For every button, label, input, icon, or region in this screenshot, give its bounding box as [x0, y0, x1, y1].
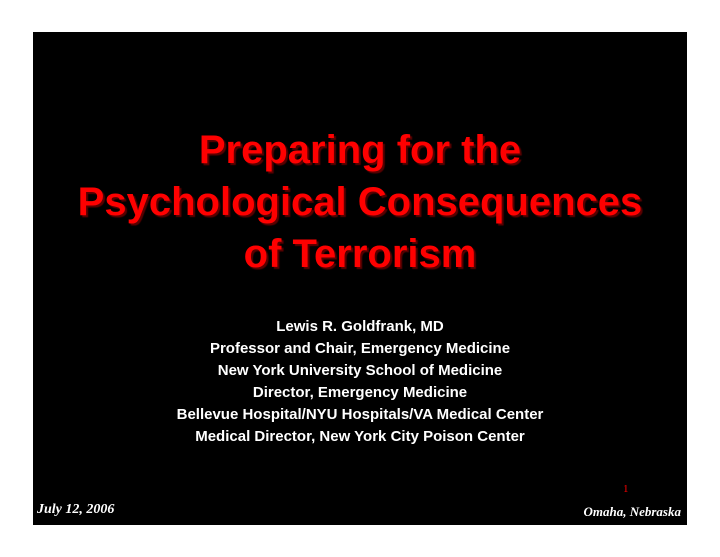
author-affiliation: Bellevue Hospital/NYU Hospitals/VA Medical Center — [176, 406, 544, 423]
title-line: Psychological Consequences — [77, 180, 643, 224]
page-number: 1 — [623, 483, 629, 495]
author-block — [33, 316, 687, 448]
author-name: Lewis R. Goldfrank, MD — [276, 318, 444, 335]
slide-title — [33, 124, 687, 280]
author-affiliation: Director, Emergency Medicine — [252, 384, 468, 401]
slide — [33, 32, 687, 525]
title-line: of Terrorism — [243, 232, 477, 276]
footer-date: July 12, 2006 — [37, 502, 115, 517]
author-affiliation: Professor and Chair, Emergency Medicine — [209, 340, 511, 357]
author-affiliation: Medical Director, New York City Poison Center — [195, 428, 525, 445]
author-affiliation: New York University School of Medicine — [217, 362, 503, 379]
footer-location: Omaha, Nebraska — [583, 504, 681, 519]
title-line: Preparing for the — [198, 128, 522, 172]
